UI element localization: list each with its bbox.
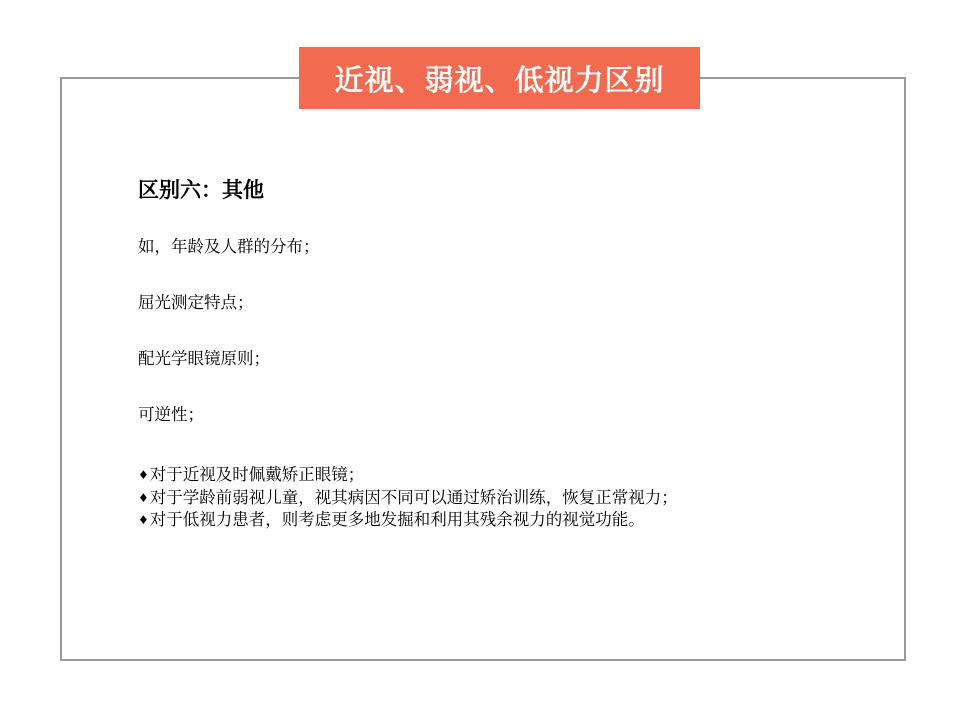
bullet-text: 对于低视力患者，则考虑更多地发掘和利用其残余视力的视觉功能。 (149, 510, 645, 529)
diamond-bullet-icon: ♦ (138, 513, 149, 527)
bullet-item-low-vision (138, 509, 678, 532)
text-item-distribution: 如，年龄及人群的分布； (138, 237, 320, 256)
text-item-refraction: 屈光测定特点； (138, 293, 254, 312)
diamond-bullet-icon: ♦ (138, 468, 149, 482)
section-heading: 区别六：其他 (138, 178, 264, 202)
bullet-item-myopia (138, 464, 678, 487)
bullet-text: 对于学龄前弱视儿童，视其病因不同可以通过矫治训练，恢复正常视力； (149, 487, 678, 507)
slide-title: 近视、弱视、低视力区别 (299, 47, 700, 109)
bullet-text: 对于近视及时佩戴矫正眼镜； (149, 465, 365, 484)
bullet-item-amblyopia (138, 487, 678, 510)
text-item-glasses-principle: 配光学眼镜原则； (138, 349, 270, 368)
bullet-list (138, 464, 678, 532)
diamond-bullet-icon: ♦ (138, 490, 149, 505)
text-item-reversibility: 可逆性； (138, 405, 204, 424)
